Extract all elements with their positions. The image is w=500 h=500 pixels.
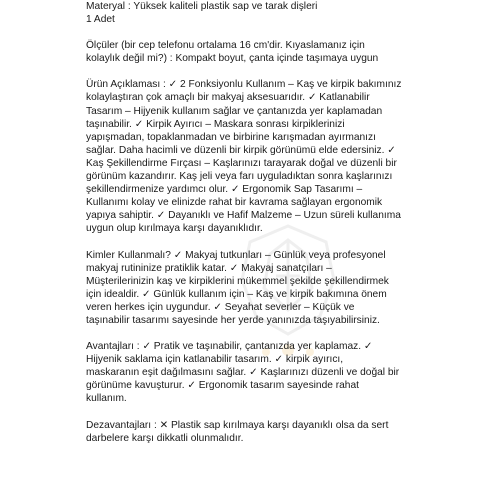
advantages-line: maskaranın eşit dağılmasını sağlar. ✓ Kaşlarınızı düzenli ve doğal bir [86,367,400,379]
description-line: Kaş Şekillendirme Fırçası – Kaşlarınızı tarayarak doğal ve düzenli bir [86,157,397,169]
product-description-document [86,0,420,458]
description-line: uygun olup kırılmaya karşı dayanıklıdır. [86,223,263,235]
description-line: Ürün Açıklaması : ✓ 2 Fonksiyonlu Kullanım – Kaş ve kirpik bakımınız [86,79,402,91]
description-line: Kullanımı kolay ve elinizde rahat bir kavrama sağlayan ergonomik [86,197,383,209]
audience-line: makyaj rutininize pratiklik katar. ✓ Makyaj sanatçıları – [86,262,332,274]
advantages-block [86,340,420,405]
advantages-line: Avantajları : ✓ Pratik ve taşınabilir, çantanızda yer kaplamaz. ✓ [86,341,373,353]
disadvantages-line: darbelere karşı dikkatli olunmalıdır. [86,432,244,444]
material-quantity-block [86,0,420,26]
description-line: şekillendirmenize yardımcı olur. ✓ Ergonomik Sap Tasarımı – [86,184,363,196]
dimensions-line: kolaylık değil mi?) : Kompakt boyut, çanta içinde taşımaya uygun [86,53,379,65]
description-block [86,78,420,235]
audience-line: veren herkes için uygundur. ✓ Seyahat severler – Küçük ve [86,301,355,313]
dimensions-block [86,39,420,65]
audience-line: için idealdir. ✓ Günlük kullanım için – Kaş ve kirpik bakımına önem [86,288,387,300]
description-line: yapıya sahiptir. ✓ Dayanıklı ve Hafif Malzeme – Uzun süreli kullanıma [86,210,401,222]
disadvantages-line: Dezavantajları : ✕ Plastik sap kırılmaya karşı dayanıklı olsa da sert [86,419,389,431]
audience-line: Kimler Kullanmalı? ✓ Makyaj tutkunları – Günlük veya profesyonel [86,249,386,261]
description-line: sağlar. Daha hacimli ve düzenli bir kirpik görünümü elde edersiniz. ✓ [86,144,396,156]
audience-line: Müşterilerinizin kaş ve kirpiklerini mükemmel şekilde şekillendirmek [86,275,389,287]
advantages-line: görünüme kavuşturur. ✓ Ergonomik tasarım sayesinde rahat [86,380,359,392]
disadvantages-block [86,419,420,445]
material-line: Materyal : Yüksek kaliteli plastik sap ve tarak dişleri [86,1,318,12]
quantity-line: 1 Adet [86,14,115,26]
description-line: görünüm kazandırır. Kaş jeli veya farı uyguladıktan sonra kaşlarınızı [86,171,393,183]
description-line: kolaylaştıran çok amaçlı bir makyaj aksesuarıdır. ✓ Katlanabilir [86,92,370,104]
audience-block [86,249,420,328]
description-line: taşınabilir. ✓ Kirpik Ayırıcı – Maskara sonrası kirpiklerinizi [86,118,345,130]
description-line: Tasarım – Hijyenik kullanım sağlar ve çantanızda yer kaplamadan [86,105,383,117]
advantages-line: Hijyenik saklama için katlanabilir tasarım. ✓ kirpik ayırıcı, [86,354,344,366]
dimensions-line: Ölçüler (bir cep telefonu ortalama 16 cm'dir. Kıyaslamanız için [86,40,365,52]
advantages-line: kullanım. [86,393,127,405]
description-line: yapışmadan, topaklanmadan ve birbirine karışmadan ayırmanızı [86,131,376,143]
audience-line: taşınabilir tasarımı sayesinde her yerde yanınızda taşıyabilirsiniz. [86,314,380,326]
